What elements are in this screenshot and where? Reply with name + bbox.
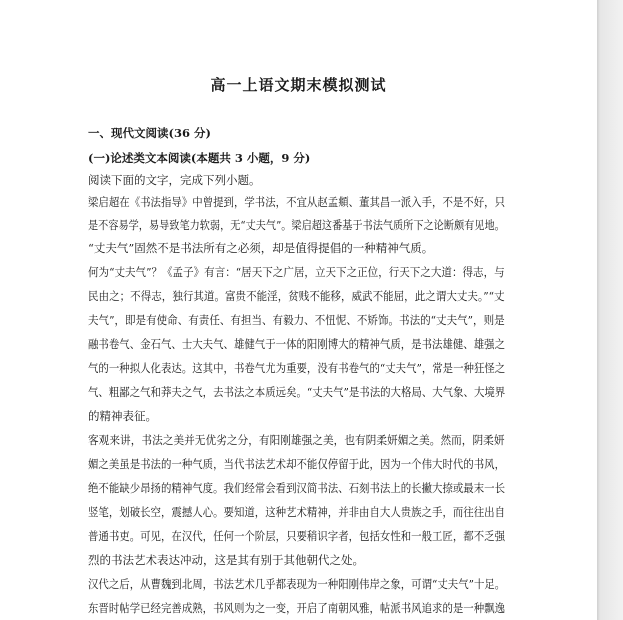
body-line: 烈的书法艺术表达冲动，这是其有别于其他朝代之处。 — [88, 553, 364, 567]
body-line: 媚之美虽是书法的一种气质，当代书法艺术却不能仅停留于此，因为一个伟大时代的书风， — [88, 457, 505, 471]
body-line: 融书卷气、金石气、士大夫气、雄健气于一体的阳刚博大的精神气质，是书法雄健、雄强之 — [88, 337, 505, 351]
body-line: 气的一种拟人化表达。这其中，书卷气尤为重要，没有书卷气的“丈夫气”，常是一种狂怪之 — [88, 361, 506, 375]
body-line: 民由之；不得志，独行其道。富贵不能淫，贫贱不能移，威武不能屈，此之谓大丈夫。”“丈 — [88, 289, 505, 303]
body-line: 的精神表征。 — [88, 409, 157, 423]
body-line: 气、粗鄙之气和莽夫之气，去书法之本质远矣。“丈夫气”是书法的大格局、大气象、大境界 — [88, 385, 506, 399]
instruction-text: 阅读下面的文字，完成下列小题。 — [88, 173, 261, 187]
body-line: 夫气”，即是有使命、有责任、有担当、有毅力、不忸怩、不矫饰。书法的“丈夫气”，则是 — [88, 313, 505, 327]
body-line: 客观来讲，书法之美并无优劣之分，有阳刚雄强之美，也有阴柔妍媚之美。然而，阴柔妍 — [88, 433, 505, 447]
body-line: 普通书吏。可见，在汉代，任何一个阶层，只要稍识字者，包括女性和一般工匠，都不乏强 — [88, 529, 505, 543]
document-title: 高一上语文期末模拟测试 — [210, 76, 387, 94]
body-line: 梁启超在《书法指导》中曾提到，学书法，不宜从赵孟頫、董其昌一派入手，不是不好，只 — [88, 195, 505, 209]
body-line: 何为“丈夫气”？《孟子》有言：“居天下之广居，立天下之正位，行天下之大道：得志，与 — [88, 265, 505, 279]
body-line: 汉代之后，从曹魏到北周，书法艺术几乎都表现为一种阳刚伟岸之象，可谓“丈夫气”十足。 — [88, 577, 506, 591]
body-line: “丈夫气”固然不是书法所有之必须，却是值得提倡的一种精神气质。 — [88, 241, 434, 255]
subsection-heading: (一)论述类文本阅读(本题共 3 小题，9 分) — [88, 151, 311, 165]
body-line: 是不容易学，易导致笔力软弱，无“丈夫气”。梁启超这番基于书法气质所下之论断颇有见地。 — [88, 218, 505, 232]
body-line: 竖笔，划破长空，震撼人心。要知道，这种艺术精神，并非由自大人贵族之手，而往往出自 — [88, 505, 505, 519]
body-line: 绝不能缺少昂扬的精神气度。我们经常会看到汉简书法、石刻书法上的长撇大捺或最末一长 — [88, 481, 505, 495]
viewer-background-edge — [597, 0, 623, 620]
body-line: 东晋时帖学已经完善成熟，书风则为之一变，开启了南朝风雅，帖派书风追求的是一种飘逸 — [88, 601, 505, 615]
section-heading: 一、现代文阅读(36 分) — [88, 126, 211, 140]
